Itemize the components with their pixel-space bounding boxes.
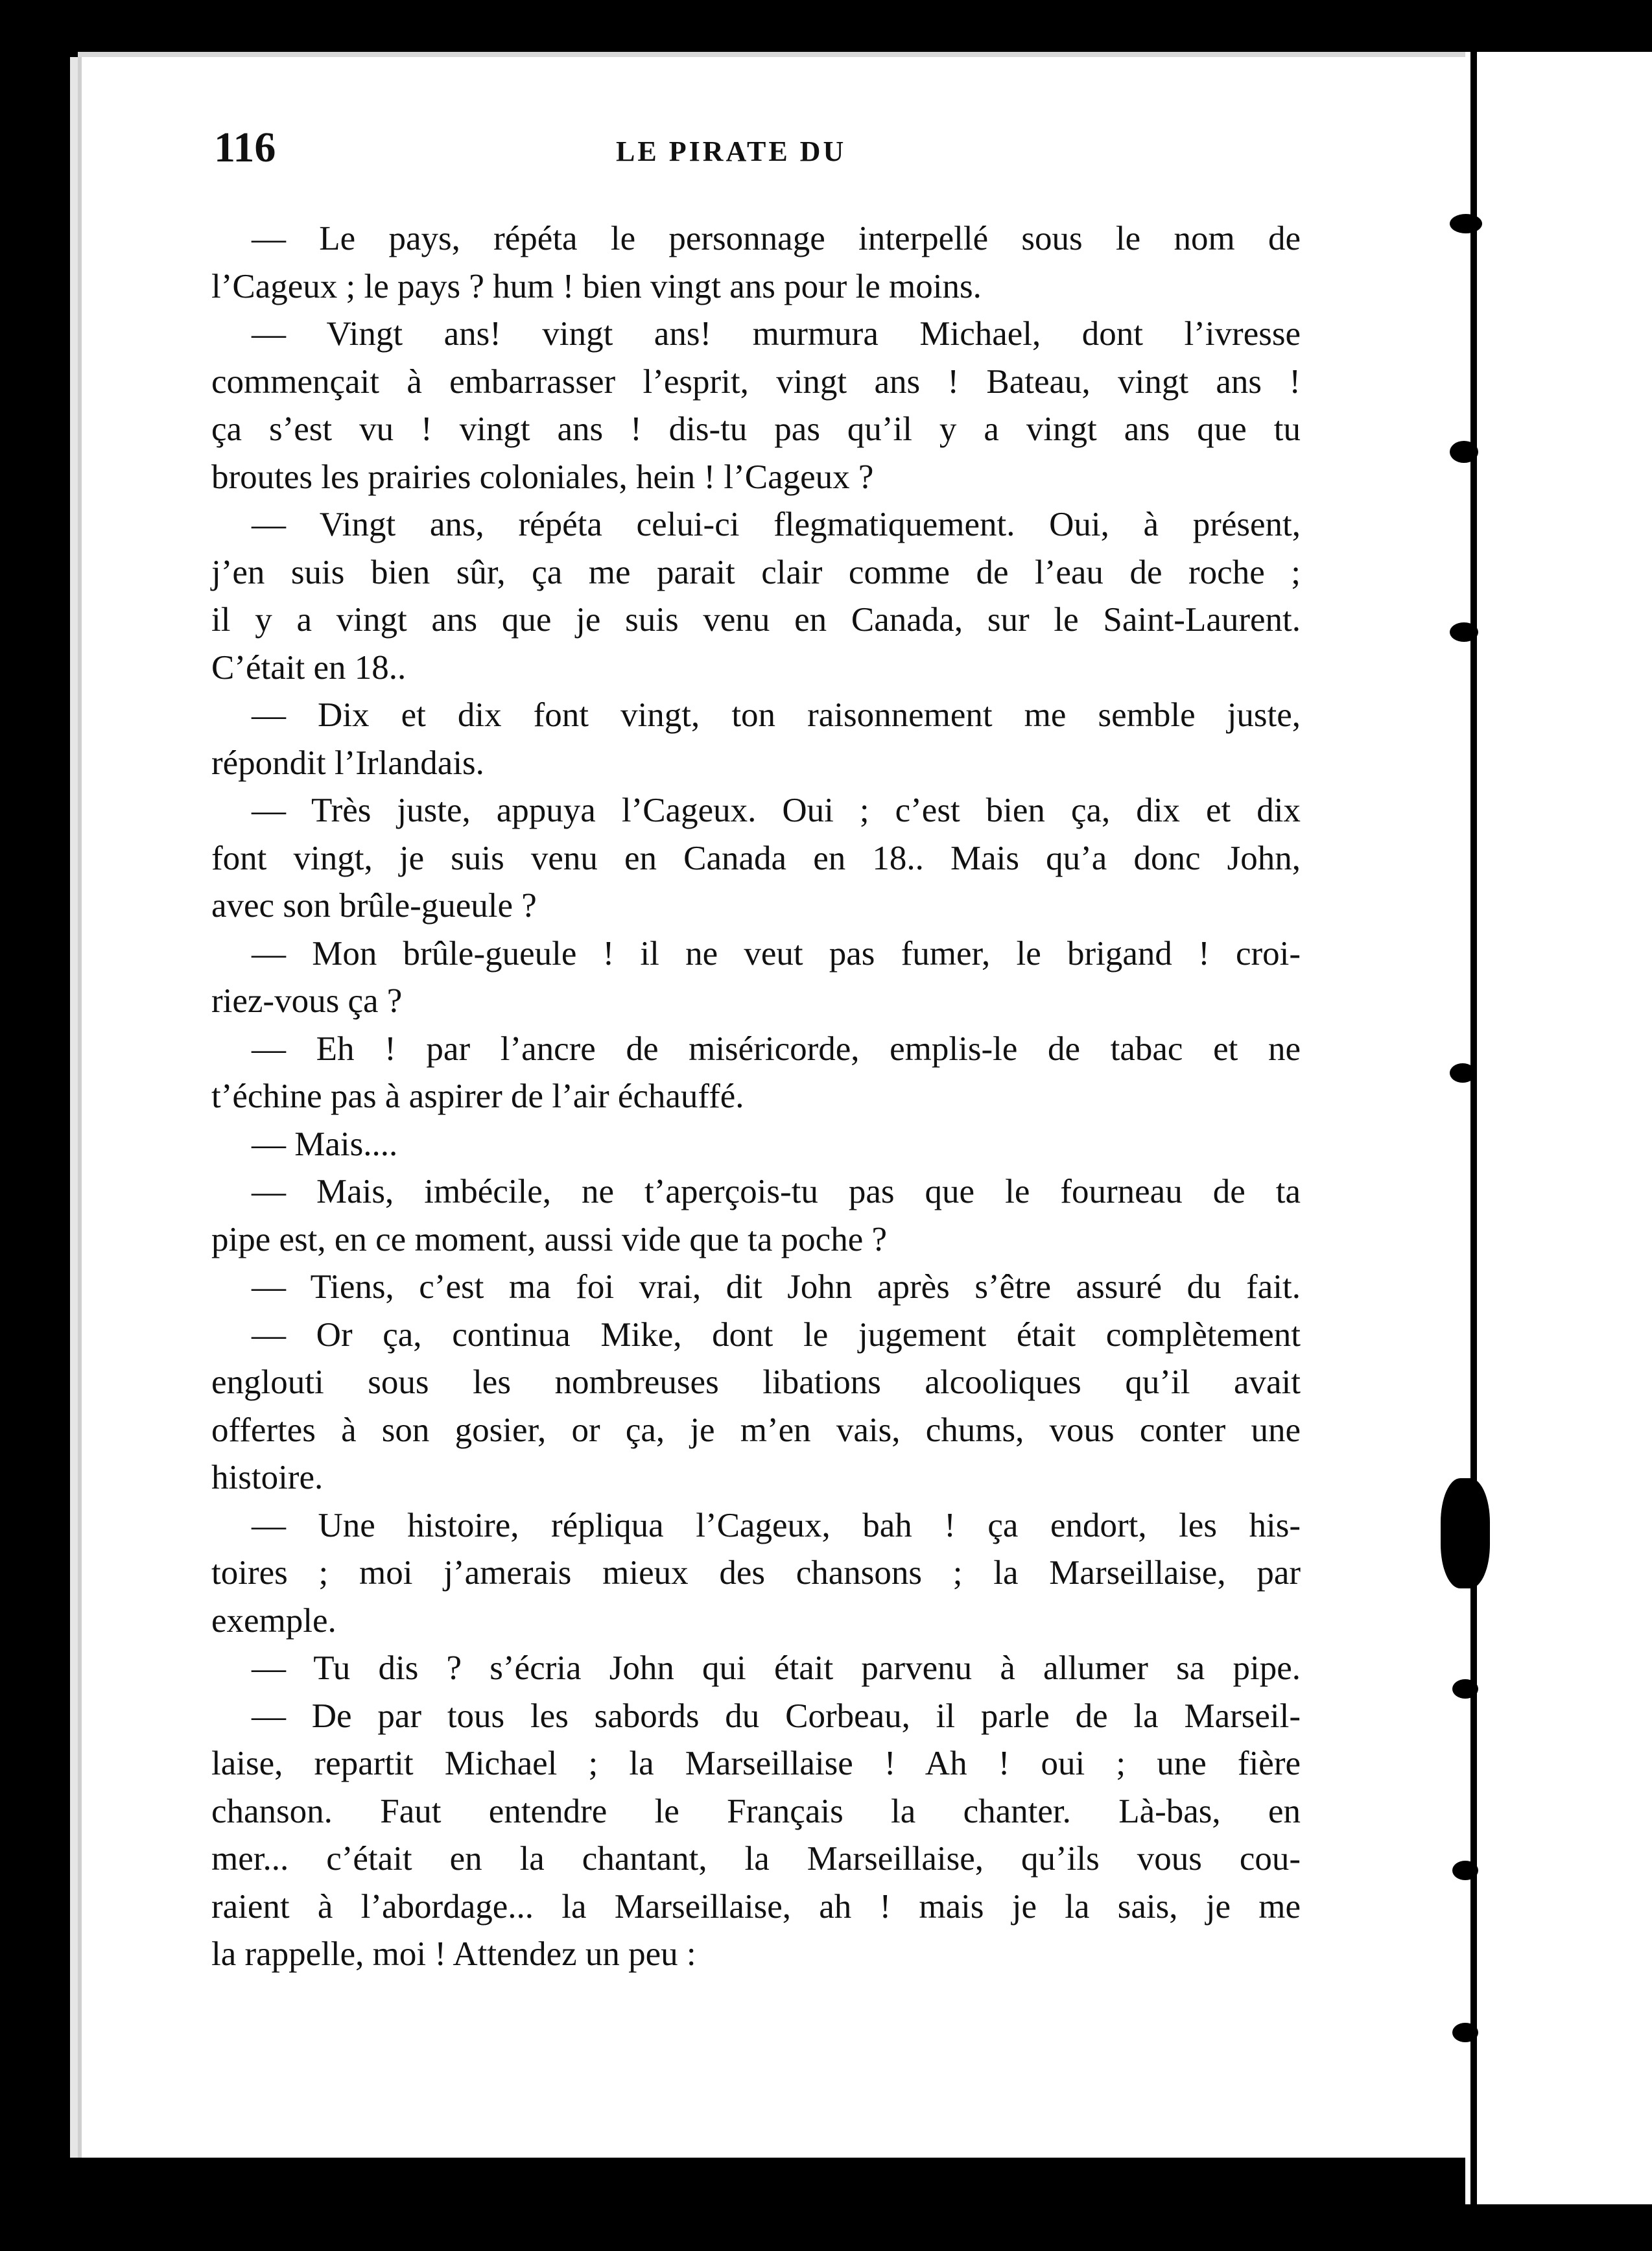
- binding-knot: [1441, 1478, 1490, 1588]
- text-line: — Vingt ans, répéta celui-ci flegmatiquement. Oui, à présent,: [252, 506, 1301, 543]
- text-line: broutes les prairies coloniales, hein ! l’Cageux ?: [211, 458, 874, 496]
- binding-thread: [1470, 52, 1477, 2204]
- text-line: histoire.: [211, 1459, 324, 1496]
- text-line: — Mais, imbécile, ne t’aperçois-tu pas que le fourneau de ta: [252, 1173, 1301, 1210]
- text-line: toires ; moi j’amerais mieux des chansons ; la Marseillaise, par: [211, 1554, 1301, 1592]
- text-line: offertes à son gosier, or ça, je m’en vais, chums, vous conter une: [211, 1411, 1301, 1449]
- text-line: la rappelle, moi ! Attendez un peu :: [211, 1935, 696, 1973]
- binding-knot: [1450, 1063, 1476, 1083]
- text-line: laise, repartit Michael ; la Marseillaise ! Ah ! oui ; une fière: [211, 1745, 1301, 1782]
- binding-knot: [1452, 2023, 1478, 2042]
- text-line: — De par tous les sabords du Corbeau, il parle de la Marseil-: [252, 1697, 1301, 1735]
- text-line: — Mais....: [252, 1125, 398, 1163]
- text-line: — Une histoire, répliqua l’Cageux, bah ! ça endort, les his-: [252, 1506, 1301, 1544]
- text-line: chanson. Faut entendre le Français la chanter. Là-bas, en: [211, 1792, 1301, 1830]
- text-line: l’Cageux ; le pays ? hum ! bien vingt ans pour le moins.: [211, 267, 982, 305]
- text-line: — Or ça, continua Mike, dont le jugement était complètement: [252, 1315, 1301, 1354]
- text-line: englouti sous les nombreuses libations alcooliques qu’il avait: [211, 1363, 1301, 1401]
- text-line: mer... c’était en la chantant, la Marseillaise, qu’ils vous cou-: [211, 1840, 1301, 1878]
- text-line: répondit l’Irlandais.: [211, 744, 484, 782]
- page-number: 116: [214, 124, 276, 171]
- text-line: commençait à embarrasser l’esprit, vingt ans ! Bateau, vingt ans !: [211, 362, 1301, 401]
- text-line: — Mon brûle-gueule ! il ne veut pas fumer, le brigand ! croi-: [252, 934, 1301, 972]
- text-line: ça s’est vu ! vingt ans ! dis-tu pas qu’il y a vingt ans que tu: [211, 410, 1301, 448]
- text-line: avec son brûle-gueule ?: [211, 887, 537, 925]
- text-line: — Dix et dix font vingt, ton raisonnement me semble juste,: [252, 696, 1301, 734]
- running-head: LE PIRATE DU: [616, 136, 847, 167]
- text-line: — Tu dis ? s’écria John qui était parvenu à allumer sa pipe.: [252, 1649, 1301, 1687]
- binding-knot: [1450, 214, 1482, 233]
- text-line: pipe est, en ce moment, aussi vide que ta poche ?: [211, 1220, 887, 1258]
- page-header: [214, 123, 1316, 182]
- binding-knot: [1452, 1861, 1478, 1880]
- text-line: t’échine pas à aspirer de l’air échauffé.: [211, 1078, 744, 1115]
- text-line: j’en suis bien sûr, ça me parait clair comme de l’eau de roche ;: [211, 553, 1301, 591]
- text-line: font vingt, je suis venu en Canada en 18.. Mais qu’a donc John,: [211, 839, 1301, 877]
- text-line: il y a vingt ans que je suis venu en Canada, sur le Saint-Laurent.: [211, 601, 1301, 639]
- text-line: — Vingt ans! vingt ans! murmura Michael, dont l’ivresse: [252, 315, 1301, 353]
- binding-knot: [1450, 441, 1478, 463]
- text-line: exemple.: [211, 1601, 336, 1640]
- text-line: — Très juste, appuya l’Cageux. Oui ; c’est bien ça, dix et dix: [252, 792, 1301, 829]
- body-text: [211, 215, 1301, 1979]
- text-line: — Le pays, répéta le personnage interpellé sous le nom de: [252, 220, 1301, 257]
- text-line: raient à l’abordage... la Marseillaise, ah ! mais je la sais, je me: [211, 1887, 1301, 1926]
- text-line: — Tiens, c’est ma foi vrai, dit John après s’être assuré du fait.: [252, 1268, 1301, 1306]
- text-line: — Eh ! par l’ancre de miséricorde, emplis-le de tabac et ne: [252, 1030, 1301, 1068]
- text-line: riez-vous ça ?: [211, 982, 403, 1020]
- page-gutter: [1465, 52, 1652, 2204]
- text-line: C’était en 18..: [211, 648, 407, 687]
- binding-knot: [1452, 1679, 1478, 1699]
- binding-knot: [1450, 622, 1478, 642]
